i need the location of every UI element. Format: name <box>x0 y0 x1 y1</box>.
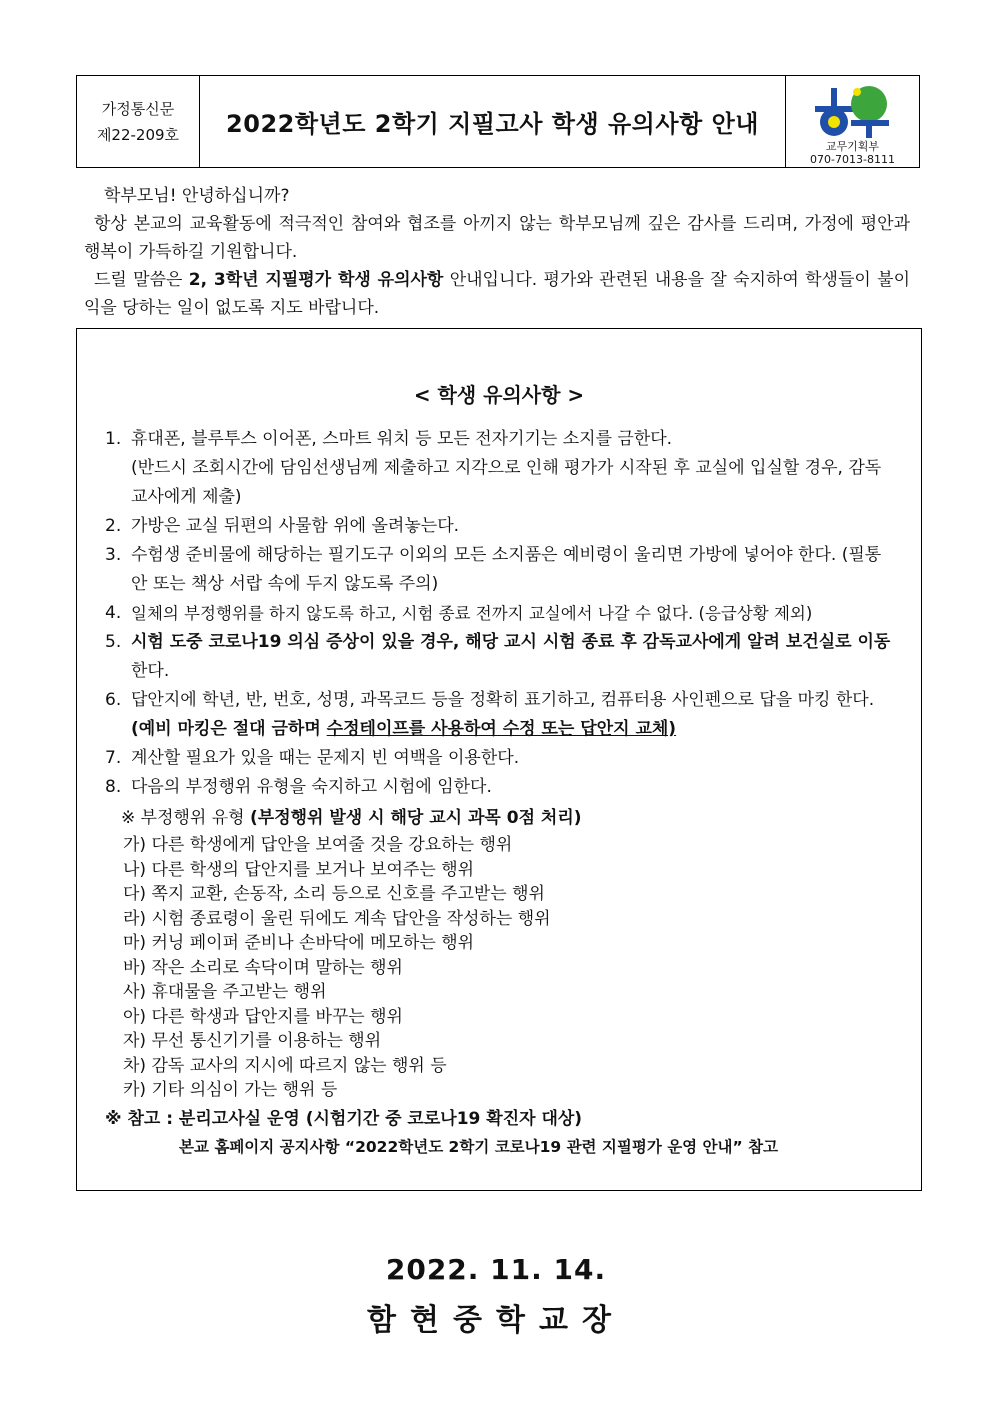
item-number: 5. <box>105 632 122 652</box>
item-number: 2. <box>105 516 122 536</box>
doc-number: 제22-209호 <box>96 125 180 144</box>
phone-number: 070-7013-8111 <box>810 153 895 166</box>
notice-item-1 <box>105 425 895 512</box>
item-number: 3. <box>105 545 122 565</box>
department-label: 교무기획부 <box>825 140 880 153</box>
item-text <box>131 628 895 686</box>
item-text <box>131 425 895 512</box>
intro-paragraph-2 <box>84 266 910 322</box>
list-item: 라) 시험 종료령이 울린 뒤에도 계속 답안을 작성하는 행위 <box>123 908 551 929</box>
item-text: 다음의 부정행위 유형을 숙지하고 시험에 임한다. <box>131 777 492 797</box>
item6-text: 답안지에 학년, 반, 번호, 성명, 과목코드 등을 정확히 표기하고, 컴퓨터용 사인펜으로 답을 마킹 한다. <box>131 690 875 710</box>
intro-p2-prefix: 드릴 말씀은 <box>94 270 189 290</box>
notice-items <box>105 425 895 1160</box>
list-item: 다) 쪽지 교환, 손동작, 소리 등으로 신호를 주고받는 행위 <box>123 884 545 904</box>
item-number: 1. <box>105 429 122 449</box>
violations-heading <box>105 804 895 833</box>
item6-bold: (예비 마킹은 절대 금하며 <box>131 719 327 739</box>
violations-head-text: ※ 부정행위 유형 <box>121 808 250 828</box>
notice-item-3 <box>105 541 895 599</box>
intro-p2-suffix: 안내입니다. 평가와 관련된 내용을 잘 숙지하여 학생들이 불이익을 당하는 일이 없도록 지도 바랍니다. <box>84 270 910 318</box>
notice-item-8 <box>105 773 895 802</box>
item1-line2: (반드시 조회시간에 담임선생님께 제출하고 지각으로 인해 평가가 시작된 후 교실에 입실할 경우, 감독교사에게 제출) <box>131 458 882 507</box>
list-item: 사) 휴대물을 주고받는 행위 <box>123 982 327 1002</box>
intro-section <box>84 182 910 322</box>
item5-suffix: 한다. <box>131 661 170 681</box>
violations-list <box>105 833 895 1103</box>
signer-name: 함현중학교장 <box>367 1303 625 1338</box>
issue-date: 2022. 11. 14. <box>385 1253 607 1286</box>
item-number: 4. <box>105 603 122 623</box>
notice-item-5 <box>105 628 895 686</box>
item-text: 일체의 부정행위를 하지 않도록 하고, 시험 종료 전까지 교실에서 나갈 수 없다. (응급상황 제외) <box>131 604 813 623</box>
intro-p2-bold: 2, 3학년 지필평가 학생 유의사항 <box>188 270 444 290</box>
list-item: 마) 커닝 페이퍼 준비나 손바닥에 메모하는 행위 <box>123 933 475 953</box>
intro-paragraph-1: 항상 본교의 교육활동에 적극적인 참여와 협조를 아끼지 않는 학부모님께 깊은 감사를 드리며, 가정에 평안과 행복이 가득하길 기원합니다. <box>84 214 910 262</box>
item-number: 7. <box>105 748 122 768</box>
item-text <box>131 686 895 744</box>
item-number: 8. <box>105 777 122 797</box>
document-header <box>76 75 920 168</box>
doc-title-cell <box>200 76 785 167</box>
reference-note: ※ 참고 : 분리고사실 운영 (시험기간 중 코로나19 확진자 대상) <box>105 1108 583 1129</box>
list-item: 나) 다른 학생의 답안지를 보거나 보여주는 행위 <box>123 859 475 880</box>
notice-item-4 <box>105 599 895 628</box>
item-number: 6. <box>105 690 122 710</box>
item5-bold: 시험 도중 코로나19 의심 증상이 있을 경우, 해당 교시 시험 종료 후 감독교사에게 알려 보건실로 이동 <box>131 632 891 652</box>
doc-type: 가정통신문 <box>101 99 175 118</box>
notice-item-2 <box>105 512 895 541</box>
reference-detail: 본교 홈페이지 공지사항 “2022학년도 2학기 코로나19 관련 지필평가 운영 안내” 참고 <box>179 1137 779 1156</box>
school-logo-icon <box>813 82 893 140</box>
notice-title: < 학생 유의사항 > <box>413 383 585 407</box>
greeting: 학부모님! 안녕하십니까? <box>104 186 290 206</box>
list-item: 자) 무선 통신기기를 이용하는 행위 <box>123 1031 382 1051</box>
item6-underline: 수정테이프를 사용하여 수정 또는 답안지 교체) <box>326 719 677 739</box>
item-text: 수험생 준비물에 해당하는 필기도구 이외의 모든 소지품은 예비령이 울리면 가방에 넣어야 한다. (필통 안 또는 책상 서랍 속에 두지 않도록 주의) <box>131 545 882 594</box>
list-item: 바) 작은 소리로 속닥이며 말하는 행위 <box>123 957 403 978</box>
list-item: 차) 감독 교사의 지시에 따르지 않는 행위 등 <box>123 1055 447 1076</box>
notice-box <box>76 328 922 1191</box>
school-logo-cell <box>785 76 919 167</box>
item-text: 가방은 교실 뒤편의 사물함 위에 올려놓는다. <box>131 516 460 536</box>
item1-line1: 휴대폰, 블루투스 이어폰, 스마트 워치 등 모든 전자기기는 소지를 금한다. <box>131 429 673 449</box>
doc-info-cell <box>77 76 200 167</box>
violations-head-bold: (부정행위 발생 시 해당 교시 과목 0점 처리) <box>250 808 582 828</box>
page-title: 2022학년도 2학기 지필고사 학생 유의사항 안내 <box>226 110 759 138</box>
list-item: 아) 다른 학생과 답안지를 바꾸는 행위 <box>123 1006 403 1027</box>
notice-item-6 <box>105 686 895 744</box>
list-item: 가) 다른 학생에게 답안을 보여줄 것을 강요하는 행위 <box>123 835 513 855</box>
list-item: 카) 기타 의심이 가는 행위 등 <box>123 1080 338 1100</box>
item-text: 계산할 필요가 있을 때는 문제지 빈 여백을 이용한다. <box>131 748 520 768</box>
notice-item-7 <box>105 744 895 773</box>
